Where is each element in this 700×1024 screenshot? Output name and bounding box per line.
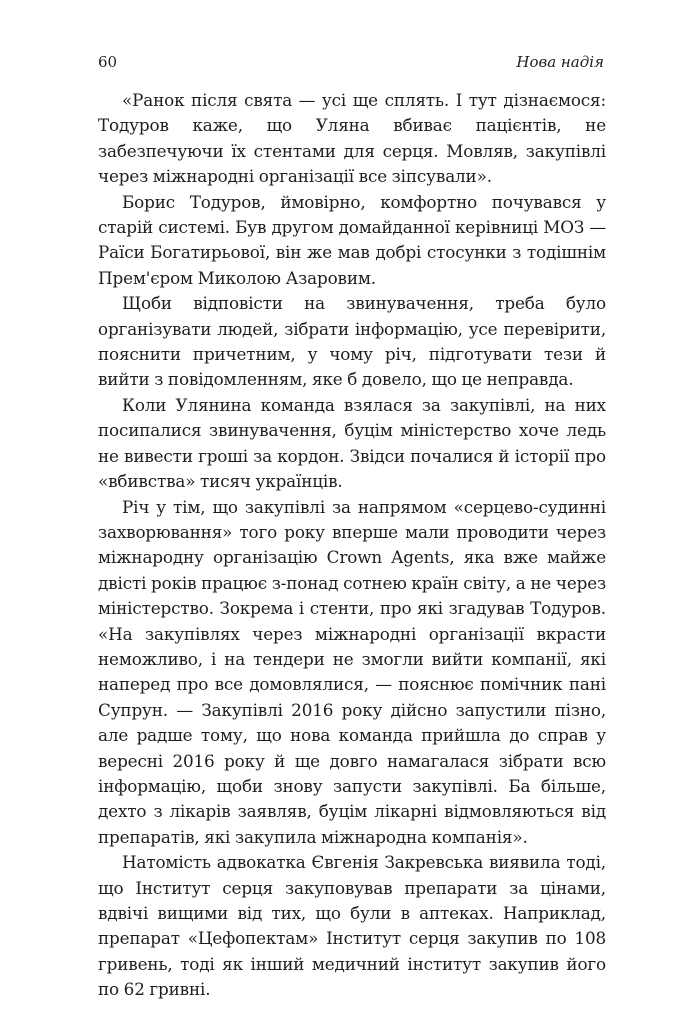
paragraph: Натомість адвокатка Євгенія Закревська виявила тоді, що Інститут серця закуповував препарати за цінами, вдвічі вищими від тих, що були в аптеках. Наприклад, препарат «Цефопектам» Інститут серця закупив по 108 гривень, тоді як інший медичний інститут закупив його по 62 гривні.	[98, 852, 606, 1000]
paragraph: «Ранок після свята — усі ще сплять. І тут дізнаємося: Тодуров каже, що Уляна вбиває пацієнтів, не забезпечуючи їх стентами для серця. Мовляв, закупівлі через міжнародні організації все зіпсували».	[98, 90, 606, 187]
paragraph: Щоби відповісти на звинувачення, треба було організувати людей, зібрати інформацію, усе перевірити, пояснити причетним, у чому річ, підготувати тези й вийти з повідомленням, яке б довело, що це неправда.	[98, 293, 606, 390]
paragraph: Борис Тодуров, ймовірно, комфортно почувався у старій системі. Був другом домайданної керівниці МОЗ — Раїси Богатирьової, він же мав добрі стосунки з тодішнім Прем'єром Миколою Азаровим.	[98, 191, 606, 288]
paragraph: Річ у тім, що закупівлі за напрямом «серцево-судинні захворювання» того року вперше мали проводити через міжнародну організацію Crown Agents, яка вже майже двісті років працює з-понад сотнею країн світу, а не через міністерство. Зокрема і стенти, про які згадував Тодуров. «На закупівлях через міжнародні організації вкрасти неможливо, і на тендери не змогли вийти компанії, які наперед про все домовлялися, — пояснює помічник пані Супрун. — Закупівлі 2016 року дійсно запустили пізно, але радше тому, що нова команда прийшла до справ у вересні 2016 року й ще довго намагалася зібрати всю інформацію, щоби знову запусти закупівлі. Ба більше, дехто з лікарів заявляв, буцім лікарні відмовляються від препаратів, які закупила міжнародна компанія».	[98, 496, 606, 847]
paragraph: Коли Улянина команда взялася за закупівлі, на них посипалися звинувачення, буцім міністерство хоче ледь не вивести гроші за кордон. Звідси почалися й історії про «вбивства» тисяч українців.	[98, 394, 606, 492]
body-text	[98, 88, 606, 1003]
running-title: Нова надія	[516, 53, 604, 71]
page-number: 60	[98, 53, 118, 71]
page-header	[98, 51, 604, 73]
